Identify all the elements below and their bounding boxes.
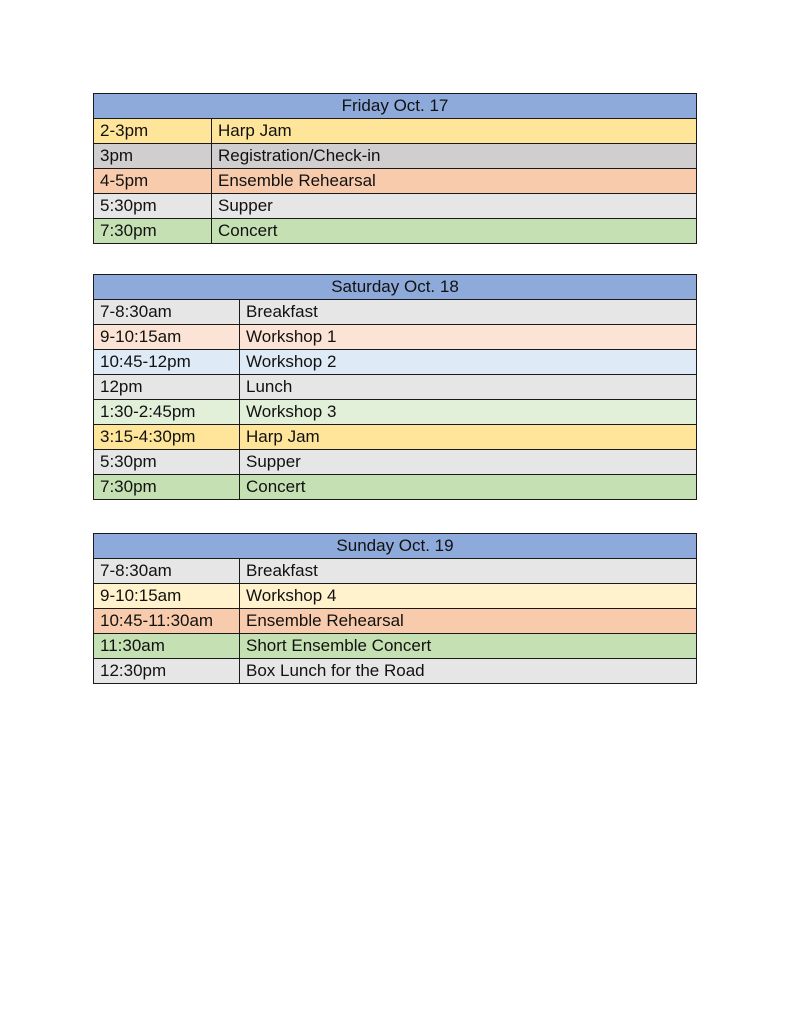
event-cell: Registration/Check-in [212,144,697,169]
event-cell: Short Ensemble Concert [240,634,697,659]
day-header-row [94,534,697,559]
schedule-row [94,475,697,500]
schedule-row [94,450,697,475]
schedule-row [94,584,697,609]
event-cell: Workshop 3 [240,400,697,425]
day-header-row [94,275,697,300]
event-cell: Supper [240,450,697,475]
time-cell: 3pm [94,144,212,169]
schedule-row [94,194,697,219]
sunday-schedule-table [93,533,697,684]
schedule-rows [94,119,697,244]
time-cell: 11:30am [94,634,240,659]
event-cell: Harp Jam [212,119,697,144]
schedule-row [94,559,697,584]
time-cell: 7-8:30am [94,300,240,325]
saturday-schedule-table [93,274,697,500]
time-cell: 12pm [94,375,240,400]
event-cell: Concert [240,475,697,500]
schedule-row [94,325,697,350]
day-title: Friday Oct. 17 [94,94,697,119]
event-cell: Breakfast [240,559,697,584]
time-cell: 12:30pm [94,659,240,684]
time-cell: 7:30pm [94,475,240,500]
schedule-row [94,609,697,634]
event-cell: Breakfast [240,300,697,325]
event-cell: Box Lunch for the Road [240,659,697,684]
event-cell: Workshop 1 [240,325,697,350]
schedule-rows [94,559,697,684]
schedule-row [94,169,697,194]
schedule-row [94,425,697,450]
event-cell: Lunch [240,375,697,400]
schedule-row [94,119,697,144]
schedule-row [94,350,697,375]
day-title: Sunday Oct. 19 [94,534,697,559]
time-cell: 10:45-12pm [94,350,240,375]
friday-schedule-table [93,93,697,244]
time-cell: 2-3pm [94,119,212,144]
time-cell: 3:15-4:30pm [94,425,240,450]
schedule-row [94,144,697,169]
event-cell: Supper [212,194,697,219]
time-cell: 7-8:30am [94,559,240,584]
time-cell: 5:30pm [94,450,240,475]
event-cell: Workshop 2 [240,350,697,375]
schedule-row [94,300,697,325]
time-cell: 5:30pm [94,194,212,219]
event-cell: Workshop 4 [240,584,697,609]
schedule-rows [94,300,697,500]
schedule-row [94,400,697,425]
event-cell: Concert [212,219,697,244]
event-cell: Ensemble Rehearsal [240,609,697,634]
time-cell: 9-10:15am [94,325,240,350]
schedule-row [94,659,697,684]
time-cell: 9-10:15am [94,584,240,609]
schedule-row [94,634,697,659]
event-cell: Ensemble Rehearsal [212,169,697,194]
event-cell: Harp Jam [240,425,697,450]
day-title: Saturday Oct. 18 [94,275,697,300]
time-cell: 10:45-11:30am [94,609,240,634]
time-cell: 4-5pm [94,169,212,194]
schedule-row [94,375,697,400]
time-cell: 1:30-2:45pm [94,400,240,425]
schedule-row [94,219,697,244]
day-header-row [94,94,697,119]
time-cell: 7:30pm [94,219,212,244]
